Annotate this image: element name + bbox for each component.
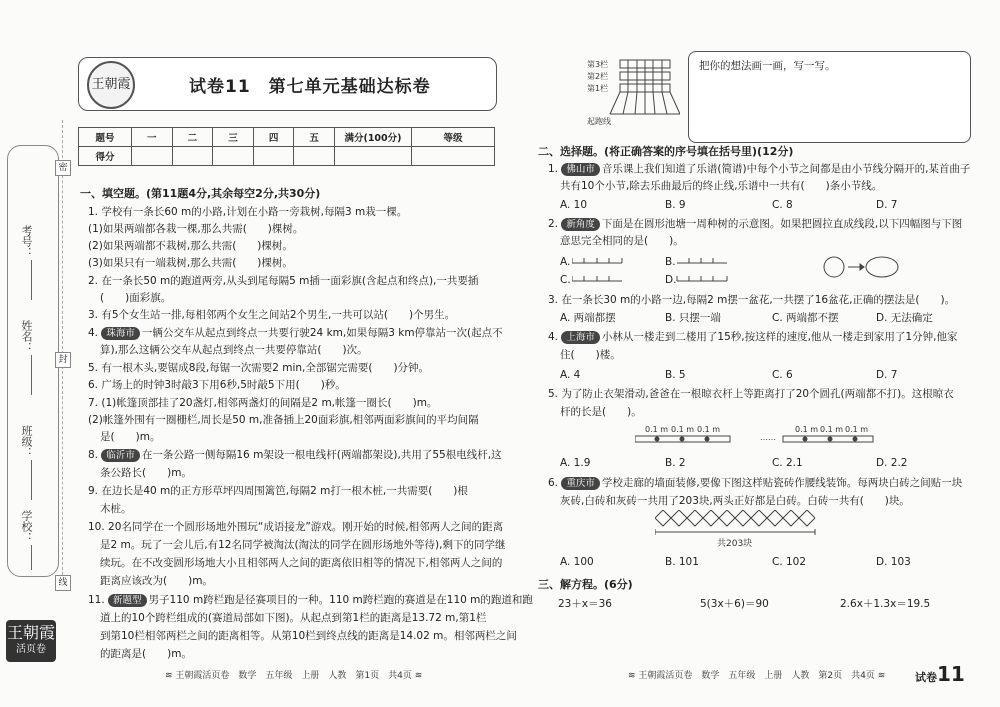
question-line: 5. 为了防止衣架滑动,爸爸在一根晾衣杆上等距离打了20个圆孔(两端都不打)。这根晾衣 bbox=[548, 388, 954, 400]
section-1-title: 一、填空题。(第11题4分,其余每空2分,共30分) bbox=[80, 187, 321, 200]
option-c[interactable]: C. 两端都不摆 bbox=[772, 312, 839, 324]
q11-number: 11. bbox=[88, 594, 105, 606]
question-line: 男子110 m跨栏跑是径赛项目的一种。110 m跨栏跑的赛道是在110 m的跑道和跑 bbox=[148, 594, 533, 606]
drawing-box[interactable] bbox=[688, 51, 971, 143]
footer-left: ≋ 王朝霞活页卷 数学 五年级 上册 人教 第1页 共4页 ≋ bbox=[165, 671, 423, 681]
score-head-cell: 二 bbox=[172, 128, 213, 147]
tile-strip-diagram bbox=[655, 510, 835, 550]
option-d[interactable]: D. 无法确定 bbox=[876, 312, 933, 324]
option-d[interactable]: D. bbox=[665, 274, 677, 286]
region-tag: 临沂市 bbox=[101, 449, 140, 462]
ellipsis-label: …… bbox=[760, 433, 776, 442]
question-4 bbox=[88, 326, 503, 340]
score-table bbox=[78, 127, 495, 166]
score-cell[interactable] bbox=[335, 147, 412, 166]
q2-number: 2. bbox=[548, 218, 559, 230]
exam-number-line bbox=[31, 260, 32, 300]
seg-label: 0.1 m bbox=[697, 425, 721, 434]
question-line: 音乐课上我们知道了乐谱(简谱)中每个小节之间都是由小节线分隔开的,某首曲子 bbox=[601, 163, 971, 175]
name-line bbox=[31, 355, 32, 395]
cut-mark-1: 密 bbox=[55, 160, 71, 176]
question-line: 意思完全相同的是( )。 bbox=[560, 235, 684, 247]
option-a[interactable]: A. 10 bbox=[560, 199, 588, 211]
option-b[interactable]: B. bbox=[665, 256, 676, 268]
option-b[interactable]: B. 5 bbox=[665, 369, 686, 381]
question-line: 3. 在一条长30 m的小路一边,每隔2 m摆一盆花,一共摆了16盆花,正确的摆法是( )。 bbox=[548, 294, 956, 306]
question-line: 条公路长( )m。 bbox=[100, 467, 192, 479]
paper-number-label: 试卷 bbox=[915, 671, 937, 684]
score-cell[interactable] bbox=[213, 147, 254, 166]
option-b[interactable]: B. 9 bbox=[665, 199, 686, 211]
q8-number: 8. bbox=[88, 449, 102, 461]
option-a[interactable]: A. 4 bbox=[560, 369, 581, 381]
section-3-title: 三、解方程。(6分) bbox=[538, 578, 633, 591]
question-line: 1. 学校有一条长60 m的小路,计划在小路一旁栽树,每隔3 m栽一棵。 bbox=[88, 206, 408, 218]
score-head-cell: 四 bbox=[253, 128, 294, 147]
question-11 bbox=[88, 593, 533, 607]
score-head-cell: 三 bbox=[213, 128, 254, 147]
option-d[interactable]: D. 7 bbox=[876, 369, 898, 381]
score-cell[interactable] bbox=[172, 147, 213, 166]
question-8 bbox=[88, 448, 502, 462]
binding-margin bbox=[0, 0, 72, 707]
question-4-right bbox=[548, 330, 957, 344]
cut-mark-3: 线 bbox=[55, 575, 71, 591]
question-line: 的距离是( )m。 bbox=[100, 648, 192, 660]
paper-number bbox=[915, 662, 965, 686]
question-line: 7. (1)帐篷顶部挂了20盏灯,相邻两盏灯的间隔是2 m,帐篷一圈长( )m。 bbox=[88, 397, 438, 409]
option-b[interactable]: B. 101 bbox=[665, 556, 699, 568]
seg-label: 0.1 m bbox=[795, 425, 819, 434]
question-line: 一辆公交车从起点到终点一共要行驶24 km,如果每隔3 km停靠站一次(起点不 bbox=[141, 327, 503, 339]
class-label: 班级： bbox=[20, 425, 33, 458]
pond-diagram bbox=[820, 247, 900, 287]
option-a[interactable]: A. 两端都摆 bbox=[560, 312, 616, 324]
region-tag: 上海市 bbox=[561, 331, 600, 344]
option-c[interactable]: C. 6 bbox=[772, 369, 793, 381]
cut-mark-2: 封 bbox=[55, 352, 71, 368]
region-tag: 珠海市 bbox=[101, 327, 140, 340]
brand-badge: 王朝霞 bbox=[87, 61, 135, 109]
question-line: 3. 有5个女生站一排,每相邻两个女生之间站2个男生,一共可以站( )个男生。 bbox=[88, 309, 456, 321]
option-b[interactable]: B. 只摆一端 bbox=[665, 312, 721, 324]
region-tag: 重庆市 bbox=[561, 477, 600, 490]
hurdle-diagram bbox=[585, 52, 680, 127]
exam-number-label: 考号： bbox=[20, 225, 33, 258]
question-line: 距离应该改为( )m。 bbox=[100, 575, 213, 587]
tile-caption: 共203块 bbox=[717, 539, 753, 549]
question-line: (1)如果两端都各栽一棵,那么共需( )棵树。 bbox=[88, 223, 304, 235]
question-line: 灰砖,白砖和灰砖一共用了203块,两头正好都是白砖。白砖一共有( )块。 bbox=[560, 495, 910, 507]
score-head-cell: 五 bbox=[294, 128, 335, 147]
logo-line-1: 王朝霞 bbox=[6, 623, 55, 642]
option-b[interactable]: B. 2 bbox=[665, 457, 686, 469]
score-value-row bbox=[79, 147, 495, 166]
name-label: 姓名： bbox=[20, 320, 33, 353]
question-line: 学校走廊的墙面装修,要像下图这样贴瓷砖作腰线装饰。每两块白砖之间贴一块 bbox=[601, 477, 963, 489]
start-line-label: 起跑线 bbox=[587, 117, 611, 126]
option-d[interactable]: D. 2.2 bbox=[876, 457, 908, 469]
question-line: 下面是在圆形池塘一周种树的示意图。如果把圆拉直成线段,以下四幅图与下图 bbox=[601, 218, 963, 230]
section-2-title: 二、选择题。(将正确答案的序号填在括号里)(12分) bbox=[538, 145, 794, 158]
question-line: 2. 在一条长50 m的跑道两旁,从头到尾每隔5 m插一面彩旗(含起点和终点),一共要插 bbox=[88, 275, 479, 287]
q6-number: 6. bbox=[548, 477, 559, 489]
question-line: 是2 m。玩了一会儿后,有12名同学被淘汰(淘汰的同学在圆形场地外等待),剩下的同学继 bbox=[100, 539, 506, 551]
equation-1: 23＋x＝36 bbox=[558, 598, 612, 610]
option-c[interactable]: C. bbox=[560, 274, 571, 286]
title-box bbox=[78, 57, 497, 111]
question-line: 杆的长是( )。 bbox=[560, 406, 642, 418]
question-line: 木桩。 bbox=[100, 503, 132, 515]
option-d[interactable]: D. 103 bbox=[876, 556, 911, 568]
hurdle-label-2: 第2栏 bbox=[587, 72, 609, 81]
question-line: 续玩。在不改变圆形场地大小且相邻两人之间的距离依旧相等的情况下,相邻两人之间的 bbox=[100, 557, 503, 569]
brand-logo bbox=[6, 620, 56, 662]
footer-right: ≋ 王朝霞活页卷 数学 五年级 上册 人教 第2页 共4页 ≋ bbox=[628, 671, 886, 681]
question-2 bbox=[548, 217, 962, 231]
school-line bbox=[31, 545, 32, 570]
question-line: (2)帐篷外围有一圈栅栏,周长是50 m,准备插上20面彩旗,相邻两面彩旗间的平均间隔 bbox=[88, 414, 479, 426]
seg-label: 0.1 m bbox=[671, 425, 695, 434]
question-line: ( )面彩旗。 bbox=[100, 292, 172, 304]
question-6 bbox=[548, 476, 962, 490]
question-line: 住( )楼。 bbox=[560, 349, 621, 361]
drawing-box-prompt: 把你的想法画一画，写一写。 bbox=[699, 60, 836, 72]
question-line: 道上的10个跨栏组成的(赛道局部如下图)。从起点到第1栏的距离是13.72 m,第1栏 bbox=[100, 612, 487, 624]
option-a[interactable]: A. bbox=[560, 256, 571, 268]
score-header-row bbox=[79, 128, 495, 147]
school-label: 学校： bbox=[20, 510, 33, 543]
question-line: 是( )m。 bbox=[100, 431, 161, 443]
hurdle-label-1: 第1栏 bbox=[587, 84, 609, 93]
option-d[interactable]: D. 7 bbox=[876, 199, 898, 211]
score-head-cell: 一 bbox=[132, 128, 173, 147]
question-1 bbox=[548, 162, 970, 176]
question-line: 10. 20名同学在一个圆形场地外围玩“成语接龙”游戏。刚开始的时候,相邻两人之间的距离 bbox=[88, 521, 504, 533]
score-head-cell: 等级 bbox=[412, 128, 495, 147]
question-line: 9. 在边长是40 m的正方形草坪四周围篱笆,每隔2 m打一根木桩,一共需要( )根 bbox=[88, 485, 468, 497]
score-cell[interactable] bbox=[412, 147, 495, 166]
question-line: 小林从一楼走到二楼用了15秒,按这样的速度,他从一楼走到家用了1分钟,他家 bbox=[601, 331, 958, 343]
equation-3: 2.6x＋1.3x＝19.5 bbox=[840, 598, 931, 610]
question-line: (2)如果两端都不栽树,那么共需( )棵树。 bbox=[88, 240, 293, 252]
hurdle-label-3: 第3栏 bbox=[587, 60, 609, 69]
score-head-cell: 满分(100分) bbox=[335, 128, 412, 147]
q4-number: 4. bbox=[548, 331, 559, 343]
score-row-label: 得分 bbox=[79, 147, 132, 166]
tree-line-options bbox=[572, 253, 762, 289]
question-line: 在一条公路一侧每隔16 m架设一根电线杆(两端都架设),共用了55根电线杆,这 bbox=[141, 449, 502, 461]
seg-label: 0.1 m bbox=[820, 425, 844, 434]
equation-2: 5(3x＋6)＝90 bbox=[700, 598, 769, 610]
score-head-cell: 题号 bbox=[79, 128, 132, 147]
paper-number-value: 11 bbox=[937, 662, 965, 686]
q4-number: 4. bbox=[88, 327, 102, 339]
score-cell[interactable] bbox=[253, 147, 294, 166]
region-tag: 佛山市 bbox=[561, 163, 600, 176]
option-c[interactable]: C. 8 bbox=[772, 199, 793, 211]
page-title: 试卷11 第七单元基础达标卷 bbox=[189, 77, 431, 97]
question-line: 算),那么这辆公交车从起点到终点一共要停靠站( )次。 bbox=[100, 344, 368, 356]
question-line: 5. 有一根木头,要锯成8段,每锯一次需要2 min,全部锯完需要( )分钟。 bbox=[88, 362, 430, 374]
seg-label: 0.1 m bbox=[845, 425, 869, 434]
clothes-rod-diagram bbox=[635, 422, 875, 452]
option-c[interactable]: C. 102 bbox=[772, 556, 807, 568]
option-a[interactable]: A. 1.9 bbox=[560, 457, 591, 469]
question-line: 到第10栏相邻两栏之间的距离相等。从第10栏到终点线的距离是14.02 m。相邻两栏之间 bbox=[100, 630, 517, 642]
seg-label: 0.1 m bbox=[645, 425, 669, 434]
logo-line-2: 活页卷 bbox=[16, 644, 46, 655]
option-c[interactable]: C. 2.1 bbox=[772, 457, 803, 469]
score-cell[interactable] bbox=[132, 147, 173, 166]
q1-number: 1. bbox=[548, 163, 559, 175]
new-angle-tag: 新角度 bbox=[561, 218, 600, 231]
score-cell[interactable] bbox=[294, 147, 335, 166]
question-line: (3)如果只有一端栽树,那么共需( )棵树。 bbox=[88, 257, 293, 269]
question-line: 6. 广场上的时钟3时敲3下用6秒,5时敲5下用( )秒。 bbox=[88, 379, 346, 391]
question-line: 共有10个小节,除去乐曲最后的终止线,乐谱中一共有( )条小节线。 bbox=[560, 180, 883, 192]
option-a[interactable]: A. 100 bbox=[560, 556, 594, 568]
new-type-tag: 新题型 bbox=[108, 594, 147, 607]
class-line bbox=[31, 460, 32, 500]
